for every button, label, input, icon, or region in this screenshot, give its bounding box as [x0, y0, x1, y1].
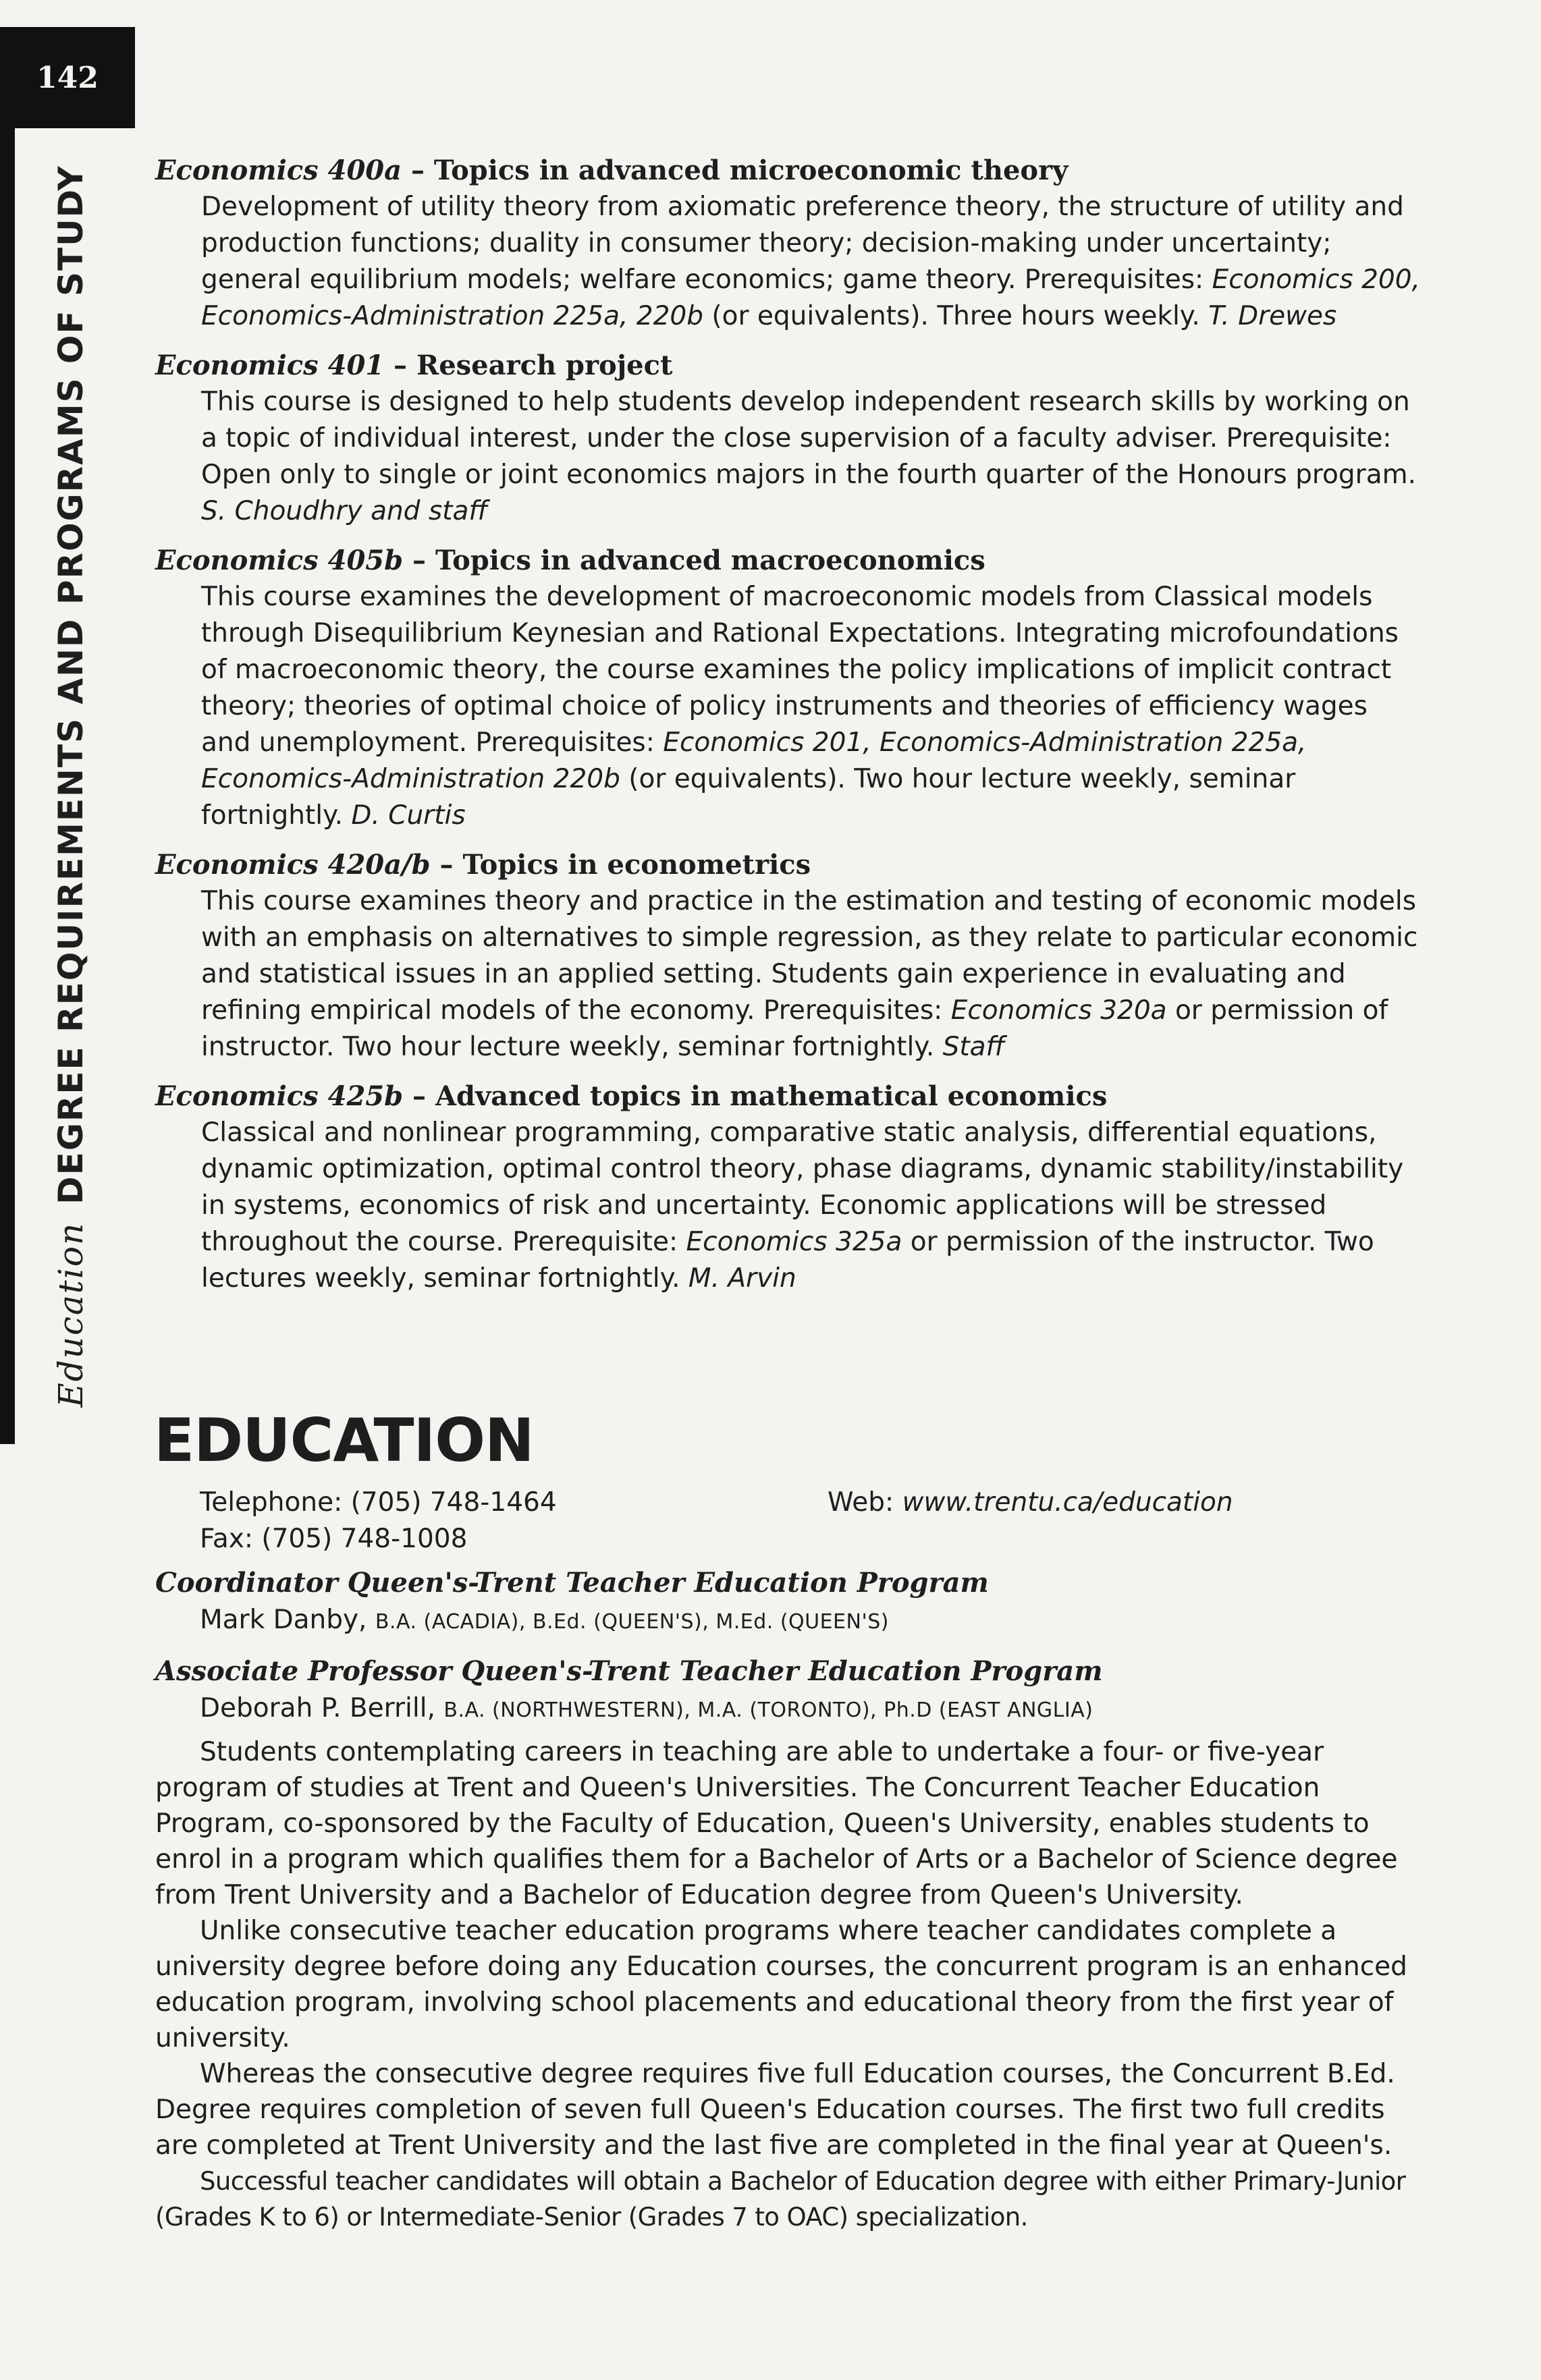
- course-entry: [155, 846, 1424, 1066]
- course-entry: [155, 542, 1424, 834]
- course-instructor: S. Choudhry and staff: [201, 496, 488, 526]
- side-heading-section: Education: [51, 1221, 91, 1408]
- paragraph: Students contemplating careers in teaching are able to undertake a four- or five-year program of studies at Trent and Queen's Universities. The Concurrent Teacher Education Program, co-sponsored by the Faculty of Education, Queen's University, enables students to enrol in a program which qualifies them for a Bachelor of Arts or a Bachelor of Science degree from Trent University and a Bachelor of Education degree from Queen's University.: [155, 1737, 1398, 1910]
- course-desc-text: This course examines the development of macroeconomic models from Classical models through Disequilibrium Keynesian and Rational Expectations. Integrating microfoundations of macroeconomic theory, the course examines the policy implications of implicit contract theory; theories of optimal choice of policy instruments and theories of efficiency wages and unemployment. Prerequisites:: [201, 582, 1399, 758]
- web-link[interactable]: www.trentu.ca/education: [902, 1487, 1233, 1518]
- course-code: Economics 405b: [155, 545, 404, 576]
- faculty-role: Associate Professor Queen's-Trent Teacher Education Program: [155, 1655, 1103, 1687]
- course-heading: Economics 425b – Advanced topics in mathematical economics: [155, 1080, 1108, 1112]
- course-code: Economics 400a: [155, 155, 402, 186]
- course-code: Economics 401: [155, 350, 385, 381]
- course-description: [201, 1115, 1424, 1297]
- side-bar: [0, 128, 15, 1444]
- course-entry: [155, 1078, 1424, 1297]
- course-instructor: Staff: [942, 1032, 1005, 1062]
- course-prereq: Economics 320a: [950, 995, 1167, 1026]
- faculty-member: [155, 1564, 1424, 1640]
- paragraph: Unlike consecutive teacher education programs where teacher candidates complete a university degree before doing any Education courses, the concurrent program is an enhanced education program, involving school placements and educational theory from the first year of university.: [155, 1916, 1407, 2053]
- telephone: Telephone: (705) 748-1464: [200, 1487, 557, 1518]
- course-desc-after: (or equivalents). Three hours weekly.: [703, 301, 1209, 331]
- course-prereq: Economics 200, Economics-Administration 225a, 220b: [201, 265, 1420, 331]
- course-heading: Economics 400a – Topics in advanced microeconomic theory: [155, 155, 1069, 186]
- contact-info: [200, 1485, 1415, 1557]
- page-number: 142: [0, 27, 135, 128]
- course-prereq: Economics 201, Economics-Administration 225a, Economics-Administration 220b: [201, 727, 1307, 794]
- course-desc-text: Development of utility theory from axiomatic preference theory, the structure of utility and production functions; duality in consumer theory; decision-making under uncertainty; general equilibrium models; welfare economics; game theory. Prerequisites:: [201, 192, 1404, 295]
- course-desc-after: or permission of the instructor. Two lectures weekly, seminar fortnightly.: [201, 1227, 1374, 1294]
- paragraph: Successful teacher candidates will obtain a Bachelor of Education degree with either Primary-Junior (Grades K to 6) or Intermediate-Senior (Grades 7 to OAC) specialization.: [155, 2167, 1406, 2232]
- faculty-role: Coordinator Queen's-Trent Teacher Education Program: [155, 1567, 989, 1599]
- course-heading: Economics 401 – Research project: [155, 350, 673, 381]
- section-title: EDUCATION: [154, 1406, 534, 1475]
- course-title: Topics in advanced microeconomic theory: [433, 155, 1069, 186]
- course-desc-text: This course is designed to help students develop independent research skills by working on a topic of individual interest, under the close supervision of a faculty adviser. Prerequisite: Open only to single or joint economics majors in the fourth quarter of the Honours program.: [201, 387, 1416, 490]
- faculty-name: Mark Danby,: [200, 1605, 375, 1635]
- fax: Fax: (705) 748-1008: [200, 1524, 468, 1554]
- web-label: Web:: [828, 1487, 902, 1518]
- course-instructor: M. Arvin: [688, 1263, 796, 1294]
- course-heading: Economics 405b – Topics in advanced macroeconomics: [155, 545, 985, 576]
- faculty-credentials: B.A. (NORTHWESTERN), M.A. (TORONTO), Ph.D (EAST ANGLIA): [443, 1698, 1093, 1722]
- course-prereq: Economics 325a: [686, 1227, 902, 1257]
- course-entry: [155, 347, 1424, 530]
- course-instructor: D. Curtis: [351, 800, 466, 831]
- course-desc-text: This course examines theory and practice in the estimation and testing of economic models with an emphasis on alternatives to simple regression, as they relate to particular economic and statistical issues in an applied setting. Students gain experience in evaluating and refining empirical models of the economy. Prerequisites:: [201, 886, 1418, 1026]
- course-desc-after: or permission of instructor. Two hour lecture weekly, seminar fortnightly.: [201, 995, 1388, 1062]
- course-desc-after: (or equivalents). Two hour lecture weekly, seminar fortnightly.: [201, 764, 1296, 831]
- course-description: [201, 384, 1424, 530]
- faculty-name: Deborah P. Berrill,: [200, 1693, 444, 1723]
- course-title: Topics in econometrics: [462, 849, 811, 881]
- course-description: [201, 189, 1424, 335]
- faculty-credentials: B.A. (ACADIA), B.Ed. (QUEEN'S), M.Ed. (QUEEN'S): [375, 1610, 889, 1634]
- course-title: Topics in advanced macroeconomics: [435, 545, 985, 576]
- course-list: [155, 152, 1424, 1309]
- web-address: [828, 1485, 1233, 1521]
- course-instructor: T. Drewes: [1208, 301, 1337, 331]
- body-text: [155, 1734, 1424, 2235]
- faculty-member: [155, 1653, 1424, 1729]
- course-title: Research project: [416, 350, 673, 381]
- course-code: Economics 425b: [155, 1080, 404, 1112]
- paragraph: Whereas the consecutive degree requires five full Education courses, the Concurrent B.Ed. Degree requires completion of seven full Queen's Education courses. The first two full credits are completed at Trent University and the last five are completed in the final year at Queen's.: [155, 2059, 1395, 2161]
- course-heading: Economics 420a/b – Topics in econometrics: [155, 849, 811, 881]
- course-title: Advanced topics in mathematical economics: [435, 1080, 1108, 1112]
- faculty-list: [155, 1564, 1424, 1741]
- course-description: [201, 883, 1424, 1066]
- course-desc-text: Classical and nonlinear programming, comparative static analysis, differential equations, dynamic optimization, optimal control theory, phase diagrams, dynamic stability/instability in systems, economics of risk and uncertainty. Economic applications will be stressed throughout the course. Prerequisite:: [201, 1117, 1404, 1257]
- side-heading-title: DEGREE REQUIREMENTS AND PROGRAMS OF STUDY: [51, 165, 91, 1205]
- course-description: [201, 579, 1424, 834]
- course-entry: [155, 152, 1424, 335]
- side-heading: [20, 128, 121, 1444]
- course-code: Economics 420a/b: [155, 849, 431, 881]
